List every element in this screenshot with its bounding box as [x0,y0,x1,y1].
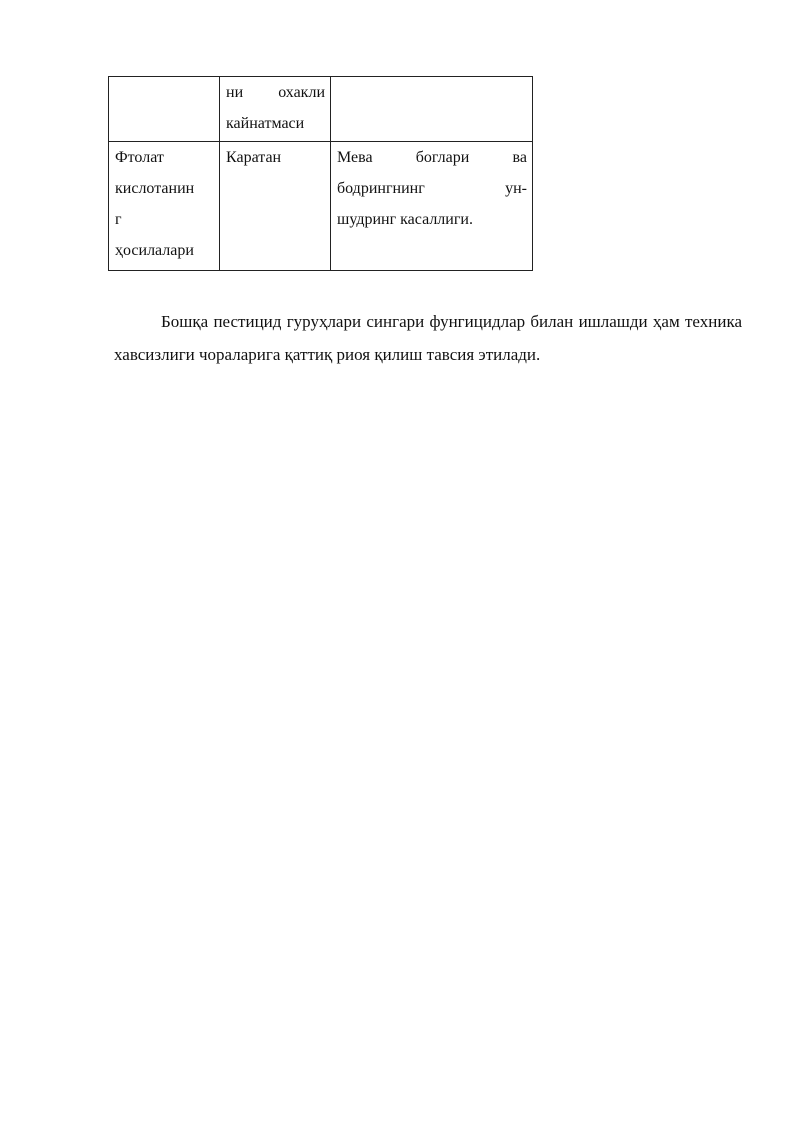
cell-line: Фтолат [115,149,164,166]
body-paragraph [114,305,742,371]
paragraph-line: Бошқа пестицид гуруҳлари сингари фунгицидлар билан ишлашди ҳам [161,312,680,331]
table-cell [331,77,533,142]
table-cell [220,142,331,271]
table-cell [220,77,331,142]
table-row [109,142,533,271]
cell-line: ни охакли [226,84,325,101]
cell-line: г [115,211,122,228]
fungicide-table [108,76,533,271]
table-cell [331,142,533,271]
cell-line: ҳосилалари [115,242,194,259]
table-cell [109,142,220,271]
cell-line: шудринг касаллиги. [337,211,473,228]
table-cell [109,77,220,142]
cell-line: кислотанин [115,180,195,197]
cell-line: Каратан [226,149,282,166]
cell-line: бодрингнинг ун- [337,180,527,197]
paragraph-line: техника хавсизлиги чораларига қаттиқ риоя қилиш тавсия этилади. [114,312,742,364]
cell-line: кайнатмаси [226,115,305,132]
table-row [109,77,533,142]
cell-line: Мева боглари ва [337,149,527,166]
